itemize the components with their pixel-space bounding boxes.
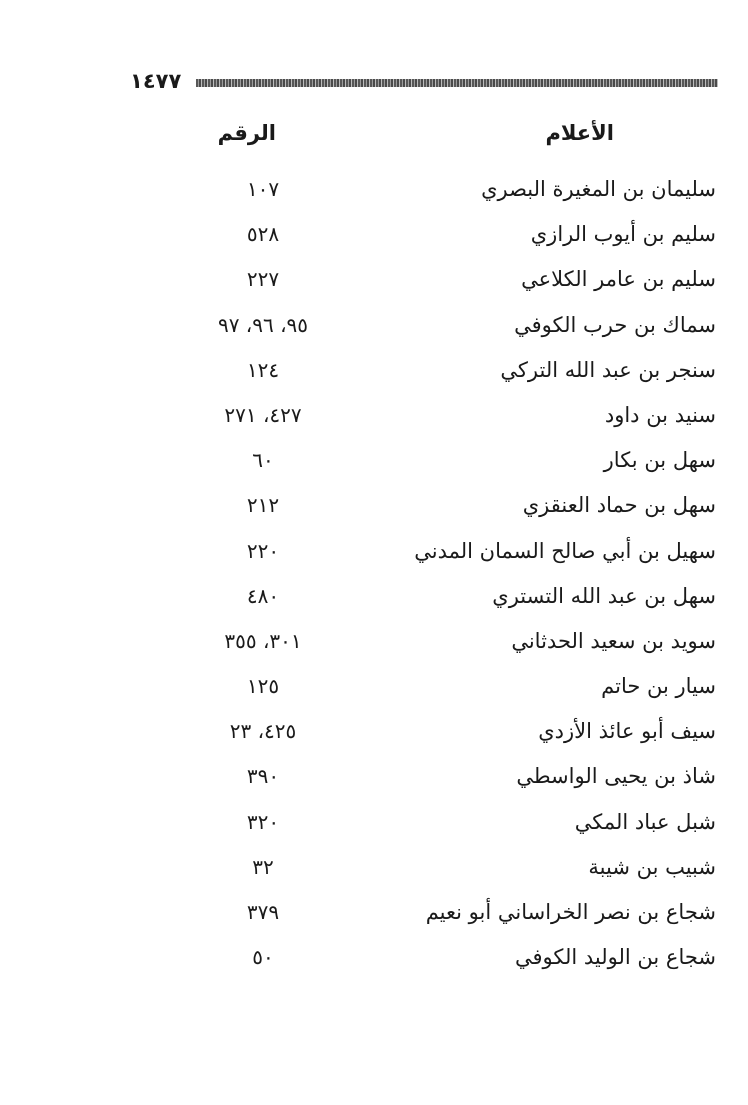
- reference-number: ٤٢٥، ٢٣: [229, 719, 297, 744]
- reference-number: ٤٢٧، ٢٧١: [224, 402, 302, 427]
- reference-number: ١٠٧: [246, 177, 280, 201]
- index-row: [0, 756, 748, 801]
- person-name: سنجر بن عبد الله التركي: [500, 357, 716, 382]
- reference-number: ١٢٥: [246, 674, 280, 699]
- index-row: [0, 847, 748, 892]
- person-name: سهل بن حماد العنقزي: [522, 493, 716, 518]
- person-name: شاذ بن يحيى الواسطي: [516, 764, 716, 789]
- index-row: [0, 666, 748, 711]
- person-name: سيار بن حاتم: [601, 674, 716, 699]
- index-row: [0, 214, 748, 259]
- person-name: سليمان بن المغيرة البصري: [481, 177, 716, 201]
- index-list: [0, 169, 748, 982]
- person-name: شبل عباد المكي: [574, 809, 716, 834]
- reference-number: ٢٢٠: [246, 538, 280, 563]
- person-name: سهل بن بكار: [603, 448, 716, 473]
- person-name: سماك بن حرب الكوفي: [514, 312, 716, 337]
- index-row: [0, 350, 748, 395]
- person-name: سليم بن أيوب الرازي: [530, 222, 716, 247]
- index-row: [0, 711, 748, 756]
- index-row: [0, 892, 748, 937]
- index-row: [0, 395, 748, 440]
- person-name: سهل بن عبد الله التستري: [492, 583, 716, 608]
- reference-number: ٢١٢: [246, 493, 280, 518]
- person-name: شبيب بن شيبة: [588, 854, 716, 879]
- page-header: [130, 68, 718, 94]
- reference-number: ٢٢٧: [246, 267, 280, 292]
- index-row: [0, 440, 748, 485]
- index-row: [0, 621, 748, 666]
- reference-number: ٥٢٨: [246, 222, 280, 247]
- reference-number: ٥٠: [252, 945, 274, 970]
- index-row: [0, 531, 748, 576]
- person-name: سنيد بن داود: [604, 402, 716, 427]
- person-name: سويد بن سعيد الحدثاني: [511, 628, 716, 653]
- numbers-column-header: الرقم: [217, 121, 276, 145]
- reference-number: ٣٢٠: [246, 809, 280, 834]
- index-row: [0, 169, 748, 214]
- person-name: سيف أبو عائذ الأزدي: [538, 719, 716, 744]
- reference-number: ٣٠١، ٣٥٥: [224, 628, 302, 653]
- reference-number: ٩٥، ٩٦، ٩٧: [217, 312, 309, 337]
- person-name: سهيل بن أبي صالح السمان المدني: [414, 538, 716, 563]
- index-row: [0, 576, 748, 621]
- reference-number: ١٢٤: [246, 357, 280, 382]
- person-name: شجاع بن نصر الخراساني أبو نعيم: [425, 900, 716, 924]
- header-rule: [196, 79, 718, 87]
- index-row: [0, 259, 748, 304]
- reference-number: ٣٩٠: [246, 764, 280, 789]
- index-row: [0, 802, 748, 847]
- index-row: [0, 305, 748, 350]
- names-column-header: الأعلام: [545, 121, 614, 145]
- reference-number: ٤٨٠: [246, 583, 280, 608]
- reference-number: ٣٢: [252, 854, 274, 879]
- page-number: ١٤٧٧: [130, 69, 182, 93]
- reference-number: ٦٠: [252, 448, 274, 473]
- index-row: [0, 485, 748, 530]
- person-name: شجاع بن الوليد الكوفي: [515, 945, 716, 970]
- person-name: سليم بن عامر الكلاعي: [521, 267, 716, 292]
- reference-number: ٣٧٩: [246, 900, 280, 924]
- index-row: [0, 937, 748, 982]
